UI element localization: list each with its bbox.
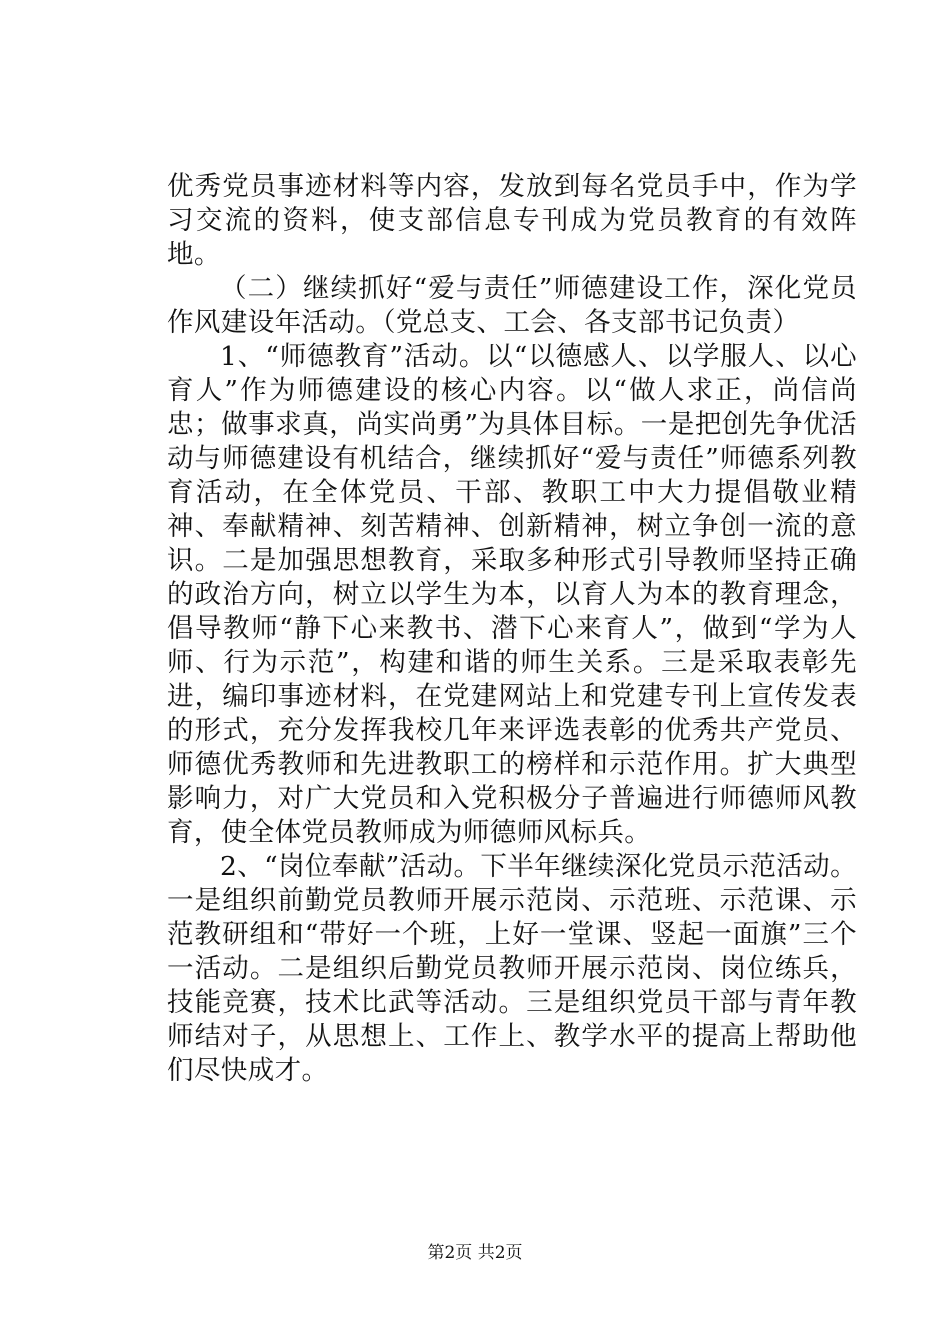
- paragraph-post-dedication: 2、“岗位奉献”活动。下半年继续深化党员示范活动。一是组织前勤党员教师开展示范岗、示范班、示范课、示范教研组和“带好一个班，上好一堂课、竖起一面旗”三个一活动。二是组织后勤党员教师开展示范岗、岗位练兵，技能竞赛，技术比武等活动。三是组织党员干部与青年教师结对子，从思想上、工作上、教学水平的提高上帮助他们尽快成才。: [167, 851, 857, 1086]
- section-heading-two: （二）继续抓好“爱与责任”师德建设工作，深化党员作风建设年活动。（党总支、工会、各支部书记负责）: [167, 273, 857, 338]
- document-body: [167, 170, 857, 1088]
- paragraph-continuation: 优秀党员事迹材料等内容，发放到每名党员手中，作为学习交流的资料，使支部信息专刊成为党员教育的有效阵地。: [167, 171, 857, 270]
- paragraph-teacher-ethics: 1、“师德教育”活动。以“以德感人、以学服人、以心育人”作为师德建设的核心内容。以“做人求正，尚信尚忠；做事求真，尚实尚勇”为具体目标。一是把创先争优活动与师德建设有机结合，继续抓好“爱与责任”师德系列教育活动，在全体党员、干部、教职工中大力提倡敬业精神、奉献精神、刻苦精神、创新精神，树立争创一流的意识。二是加强思想教育，采取多种形式引导教师坚持正确的政治方向，树立以学生为本，以育人为本的教育理念，倡导教师“静下心来教书、潜下心来育人”，做到“学为人师、行为示范”，构建和谐的师生关系。三是采取表彰先进，编印事迹材料，在党建网站上和党建专刊上宣传发表的形式，充分发挥我校几年来评选表彰的优秀共产党员、师德优秀教师和先进教职工的榜样和示范作用。扩大典型影响力，对广大党员和入党积极分子普遍进行师德师风教育，使全体党员教师成为师德师风标兵。: [167, 341, 857, 848]
- page-number-footer: 第2页 共2页: [427, 1243, 523, 1263]
